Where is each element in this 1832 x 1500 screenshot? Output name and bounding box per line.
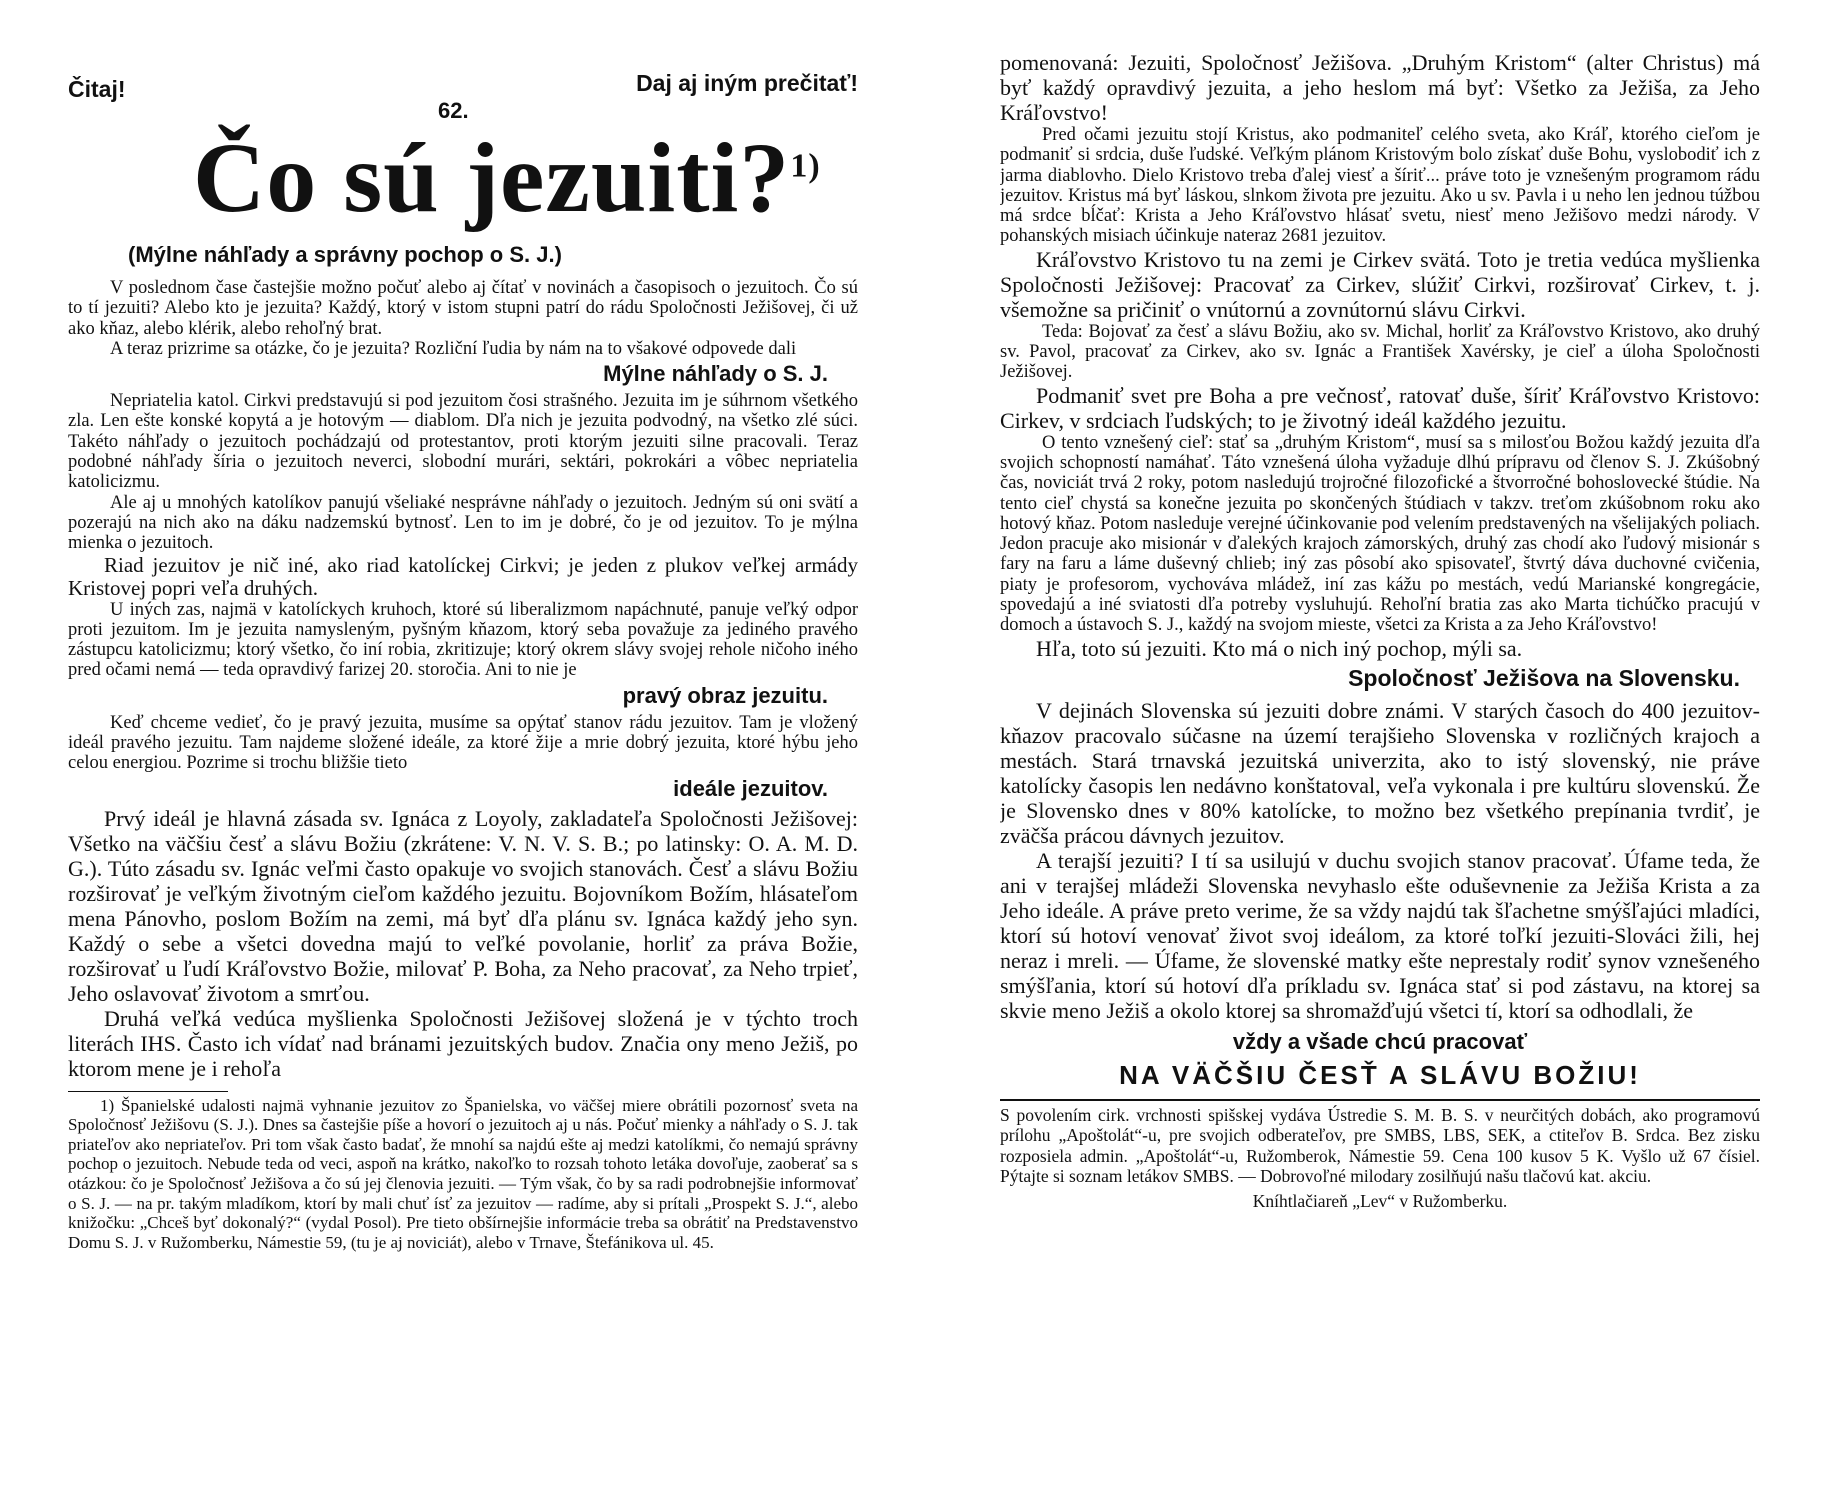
intro-question: A teraz prizrime sa otázke, čo je jezuita? Rozliční ľudia by nám na to všakové odpovede dali bbox=[110, 338, 797, 359]
paragraph-true-jesuit: Keď chceme vedieť, čo je pravý jezuita, musíme sa opýtať stanov rádu jezuitov. Tam je vložený ideál pravého jezuitu. Tam najdeme složené ideále, za ktoré žije a mrie dobrý jezuita, ktoré hýbu jeho celou energiou. Pozrime si trochu bližšie tieto bbox=[68, 712, 858, 774]
paragraph-order: Riad jezuitov je nič iné, ako riad katolíckej Cirkvi; je jeden z plukov veľkej armády Kristovej popri veľa druhých. bbox=[68, 552, 858, 600]
paragraph-history: V dejinách Slovenska sú jezuiti dobre známi. V starých časoch do 400 jezuitov-kňazov pracovalo súčasne na území terajšieho Slovenska v rozličných krajoch a mestách. Stará trnavská jezuitská univerzita, ako to istý slovenský, nie práve katolícky časopis len nedávno konštatoval, veľa vykonala i pre kultúru slovenskú. Že je Slovensko dnes v 80% katolícke, to možno bez všetkého prepínania tvrdiť, je zväčša prácou dávnych jezuitov. bbox=[1000, 697, 1760, 848]
section-heading-true-image: pravý obraz jezuitu. bbox=[622, 682, 828, 708]
section-heading-slovakia: Spoločnosť Ježišova na Slovensku. bbox=[1348, 664, 1740, 691]
intro-paragraph: V poslednom čase častejšie možno počuť alebo aj čítať v novinách a časopisoch o jezuitoch. Čo sú to tí jezuiti? Alebo kto je jezuita? Každý, ktorý v istom stupni patrí do rádu Spoločnosti Ježišovej, či už ako kňaz, alebo klérik, alebo rehoľný brat. bbox=[68, 278, 858, 339]
page-title: Čo sú jezuiti?$^{1)}$ bbox=[193, 122, 821, 233]
paragraph-goal: O tento vznešený cieľ: stať sa „druhým Kristom“, musí sa s milosťou Božou každý jezuita dľa svojich schopností namáhať. Táto vznešená úloha vyžaduje dlhú prípravu od členov S. J. Zkúšobný čas, noviciát trvá 2 roky, potom nasledujú trojročné filozofické a štvorročné bohoslovecké štúdie. Na tento cieľ chystá sa konečne jezuita po skončených štúdiach v takzv. treťom zkúšobnom roku ako hotový kňaz. Potom nasleduje verejné účinkovanie pod velením predstavených na všelijakých poliach. Jedon pracuje ako misionár v ďalekých krajoch zámorských, druhý zas chodí ako ľudový misionár s fary na faru a láme duševný chlieb; iný zas pôsobí ako spisovateľ, štvrtý dáva duchovné cvičenia, piaty je profesorom, vychováva mládež, iní zas kážu po mestách, vedú Marianské kongregácie, spovedajú a iné sviatosti dľa potreby vysluhujú. Rehoľní bratia zas ako Marta tichúčko pracujú v domoch a ústavoch S. J., každý na svojom mieste, všetci za Krista a za Jeho Kráľovstvo! bbox=[1000, 432, 1760, 636]
slogan: NA VÄČŠIU ČESŤ A SLÁVU BOŽIU! bbox=[1119, 1059, 1641, 1090]
leaflet-number: 62. bbox=[438, 98, 469, 123]
header-row bbox=[68, 58, 858, 123]
subtitle: (Mýlne náhľady a správny pochop o S. J.) bbox=[128, 242, 562, 267]
footnote-divider bbox=[68, 1091, 228, 1092]
right-page bbox=[1000, 50, 1760, 1500]
paragraph-continuation: pomenovaná: Jezuiti, Spoločnosť Ježišova. „Druhým Kristom“ (alter Christus) má byť každý opravdivý jezuita, a jeho heslom má byť: Všetko za Ježiša, za Jeho Kráľovstvo! bbox=[1000, 50, 1760, 125]
paragraph-first-ideal: Prvý ideál je hlavná zásada sv. Ignáca z Loyoly, zakladateľa Spoločnosti Ježišovej: Všetko na väčšiu česť a slávu Božiu (zkrátene: V. N. V. S. B.; po latinsky: O. A. M. D. G.). Túto zásadu sv. Ignác veľmi často opakuje vo svojich stanovách. Česť a slávu Božiu rozširovať je veľkým životným cieľom každého jezuitu. Bojovníkom Božím, hlásateľom mena Pánovho, poslom Božím na zemi, má byť dľa plánu sv. Ignáca každý jeho syn. Každý o sebe a všetci dovedna majú to veľké povolanie, horliť za práva Božie, rozširovať u ľudí Kráľovstvo Božie, milovať P. Boha, za Neho pracovať, za Neho trpieť, Jeho oslavovať životom a smrťou. bbox=[68, 805, 858, 1006]
paragraph-liberal: U iných zas, najmä v katolíckych kruhoch, ktoré sú liberalizmom napáchnuté, panuje veľký odpor proti jezuitom. Im je jezuita namysleným, pyšným kňazom, ktorý seba považuje za jediného pravého zástupcu katolicizmu; ktorý všetko, čo iní robia, zkritizuje; ktorý okrem slávy svojej rehole ničoho iného pred očami nemá — teda opravdivý farizej 20. storočia. Ani to nie je bbox=[68, 599, 858, 681]
footnote: 1) Španielské udalosti najmä vyhnanie jezuitov zo Španielska, vo väčšej miere obrátili pozornosť sveta na Spoločnosť Ježišovu (S. J.). Dnes sa častejšie píše a hovorí o jezuitoch aj u nás. Počuť mienky a náhľady o S. J. tak priateľov ako nepriateľov. Pri tom však často badať, že mnohí sa najdú ešte aj medzi katolíkmi, čo nemajú správny pochop o jezuitoch. Nebude teda od veci, aspoň na krátko, nakoľko to rozsah tohoto letáka dovoľuje, zaoberať sa s otázkou: čo je Spoločnosť Ježišova a čo sú jej členovia jezuiti. — Tým však, čo by sa radi podrobnejšie informovať o S. J. — na pr. takým mladíkom, ktorí by mali chuť ísť za jezuitov — radíme, aby si prítali „Prospekt S. J.“, alebo knižočku: „Chceš byť dokonalý?“ (vydal Posol). Pre tieto obšírnejšie informácie treba sa obrátiť na Predstavenstvo Domu S. J. v Ružomberku, Námestie 59, (tu je aj noviciát), alebo v Trnave, Štefánikova ul. 45. bbox=[68, 1095, 858, 1252]
paragraph-conquer: Podmaniť svet pre Boha a pre večnosť, ratovať duše, šíriť Kráľovstvo Kristovo: Cirkev, v srdciach ľudských; to je životný ideál každého jezuitu. bbox=[1000, 382, 1760, 433]
publisher-note: S povolením cirk. vrchnosti spišskej vydáva Ústredie S. M. B. S. v neurčitých dobách, ako programovú prílohu „Apoštolát“-u, pre svojich odberateľov, pre SMBS, LBS, SEK, a ctiteľov B. Srdca. Bez zisku rozposiela admin. „Apoštolát“-u, Ružomberok, Námestie 59. Cena 100 kusov 5 K. Vyšlo už 67 čísiel. Pýtajte si soznam letákov SMBS. — Dobrovoľné milodary zosilňujú našu tlačovú kat. akciu. bbox=[1000, 1104, 1760, 1187]
paragraph-catholics: Ale aj u mnohých katolíkov panujú všeliaké nesprávne náhľady o jezuitoch. Jedným sú oni svätí a pozerajú na nich ako na dáku nadzemskú bytnosť. Len to im je dobré, čo je od jezuitov. To je mýlna mienka o jezuitoch. bbox=[68, 492, 858, 554]
printer-line: Kníhtlačiareň „Lev“ v Ružomberku. bbox=[1252, 1190, 1508, 1211]
left-page bbox=[68, 58, 858, 1500]
paragraph-christ: Pred očami jezuitu stojí Kristus, ako podmaniteľ celého sveta, ako Kráľ, ktorého cieľom je podmaniť si srdcia, duše ľudské. Veľkým plánom Kristovým bolo získať duše Bohu, vyslobodiť ich z jarma diablovho. Dielo Kristovo treba ďalej viesť a šíriť... práve toto je vznešeným programom rádu jezuitov. Kristus má byť láskou, slnkom života pre jezuitu. Ako u sv. Pavla i u neho len jednou túžbou má srdce bĺčať: Krista a Jeho Kráľovstvo hlásať svetu, niesť meno Ježišovo medzi národy. V pohanských misiach účinkuje nateraz 2681 jezuitov. bbox=[1000, 125, 1760, 247]
section-heading-ideals: ideále jezuitov. bbox=[673, 775, 828, 801]
header-right: Daj aj iným prečitať! bbox=[636, 70, 858, 96]
paragraph-today: A terajší jezuiti? I tí sa usilujú v duchu svojich stanov pracovať. Úfame teda, že ani v terajšej mládeži Slovenska nevyhaslo ešte oduševnenie za Ježiša Krista a za Jeho ideále. A práve preto verime, že sa vždy najdú tak šľachetne smýšľajúci mladíci, ktorí sú hotoví venovať život svoj ideálom, za ktoré toľkí jezuiti-Slováci žili, hej neraz i mreli. — Úfame, že slovenské matky ešte neprestaly rodiť synov vznešeného smýšľania, ktorí sú hotoví dľa príkladu sv. Ignáca stať si pod zástavu, na ktorej sa skvie meno Ježiš a okolo ktorej sa shromažďujú všetci tí, ktorí sa odhodlali, že bbox=[1000, 847, 1760, 1023]
section-heading-wrong-views: Mýlne náhľady o S. J. bbox=[603, 361, 828, 387]
paragraph-always: vždy a všade chcú pracovať bbox=[1232, 1028, 1528, 1054]
paragraph-enemies: Nepriatelia katol. Cirkvi predstavujú si pod jezuitom čosi strašného. Jezuita im je súhrnom všetkého zla. Len ešte konské kopytá a je hotovým — diablom. Dľa nich je jezuita podvodný, na všetko zlé súci. Takéto náhľady o jezuitoch pochádzajú od protestantov, proti ktorým jezuiti silne pracovali. Teraz podobné náhľady šíria o jezuitoch neverci, slobodní murári, sektári, pokrokári a vôbec nepriatelia katolicizmu. bbox=[68, 391, 858, 493]
paragraph-see: Hľa, toto sú jezuiti. Kto má o nich iný pochop, mýli sa. bbox=[1036, 635, 1523, 661]
paragraph-second-ideal: Druhá veľká vedúca myšlienka Spoločnosti Ježišovej složená je v týchto troch literách IHS. Často ich vídať nad bránami jezuitských budov. Značia ony meno Ježiš, po ktorom mene je i rehoľa bbox=[68, 1005, 858, 1081]
paragraph-kingdom: Kráľovstvo Kristovo tu na zemi je Cirkev svätá. Toto je tretia vedúca myšlienka Spoločnosti Ježišovej: Pracovať za Cirkev, slúžiť Cirkvi, rozširovať Cirkev, t. j. všemožne sa pričiniť o vnútornú a zovnútornú slávu Cirkvi. bbox=[1000, 246, 1760, 322]
publisher-divider bbox=[1000, 1099, 1760, 1101]
title-footnote-mark: 1) bbox=[790, 147, 821, 185]
header-left: Čitaj! bbox=[68, 76, 126, 102]
paragraph-then: Teda: Bojovať za česť a slávu Božiu, ako sv. Michal, horliť za Kráľovstvo Kristovo, ako druhý sv. Pavol, pracovať za Cirkev, ako sv. Ignác a František Xavérsky, je cieľ a úloha Spoločnosti Ježišovej. bbox=[1000, 321, 1760, 383]
